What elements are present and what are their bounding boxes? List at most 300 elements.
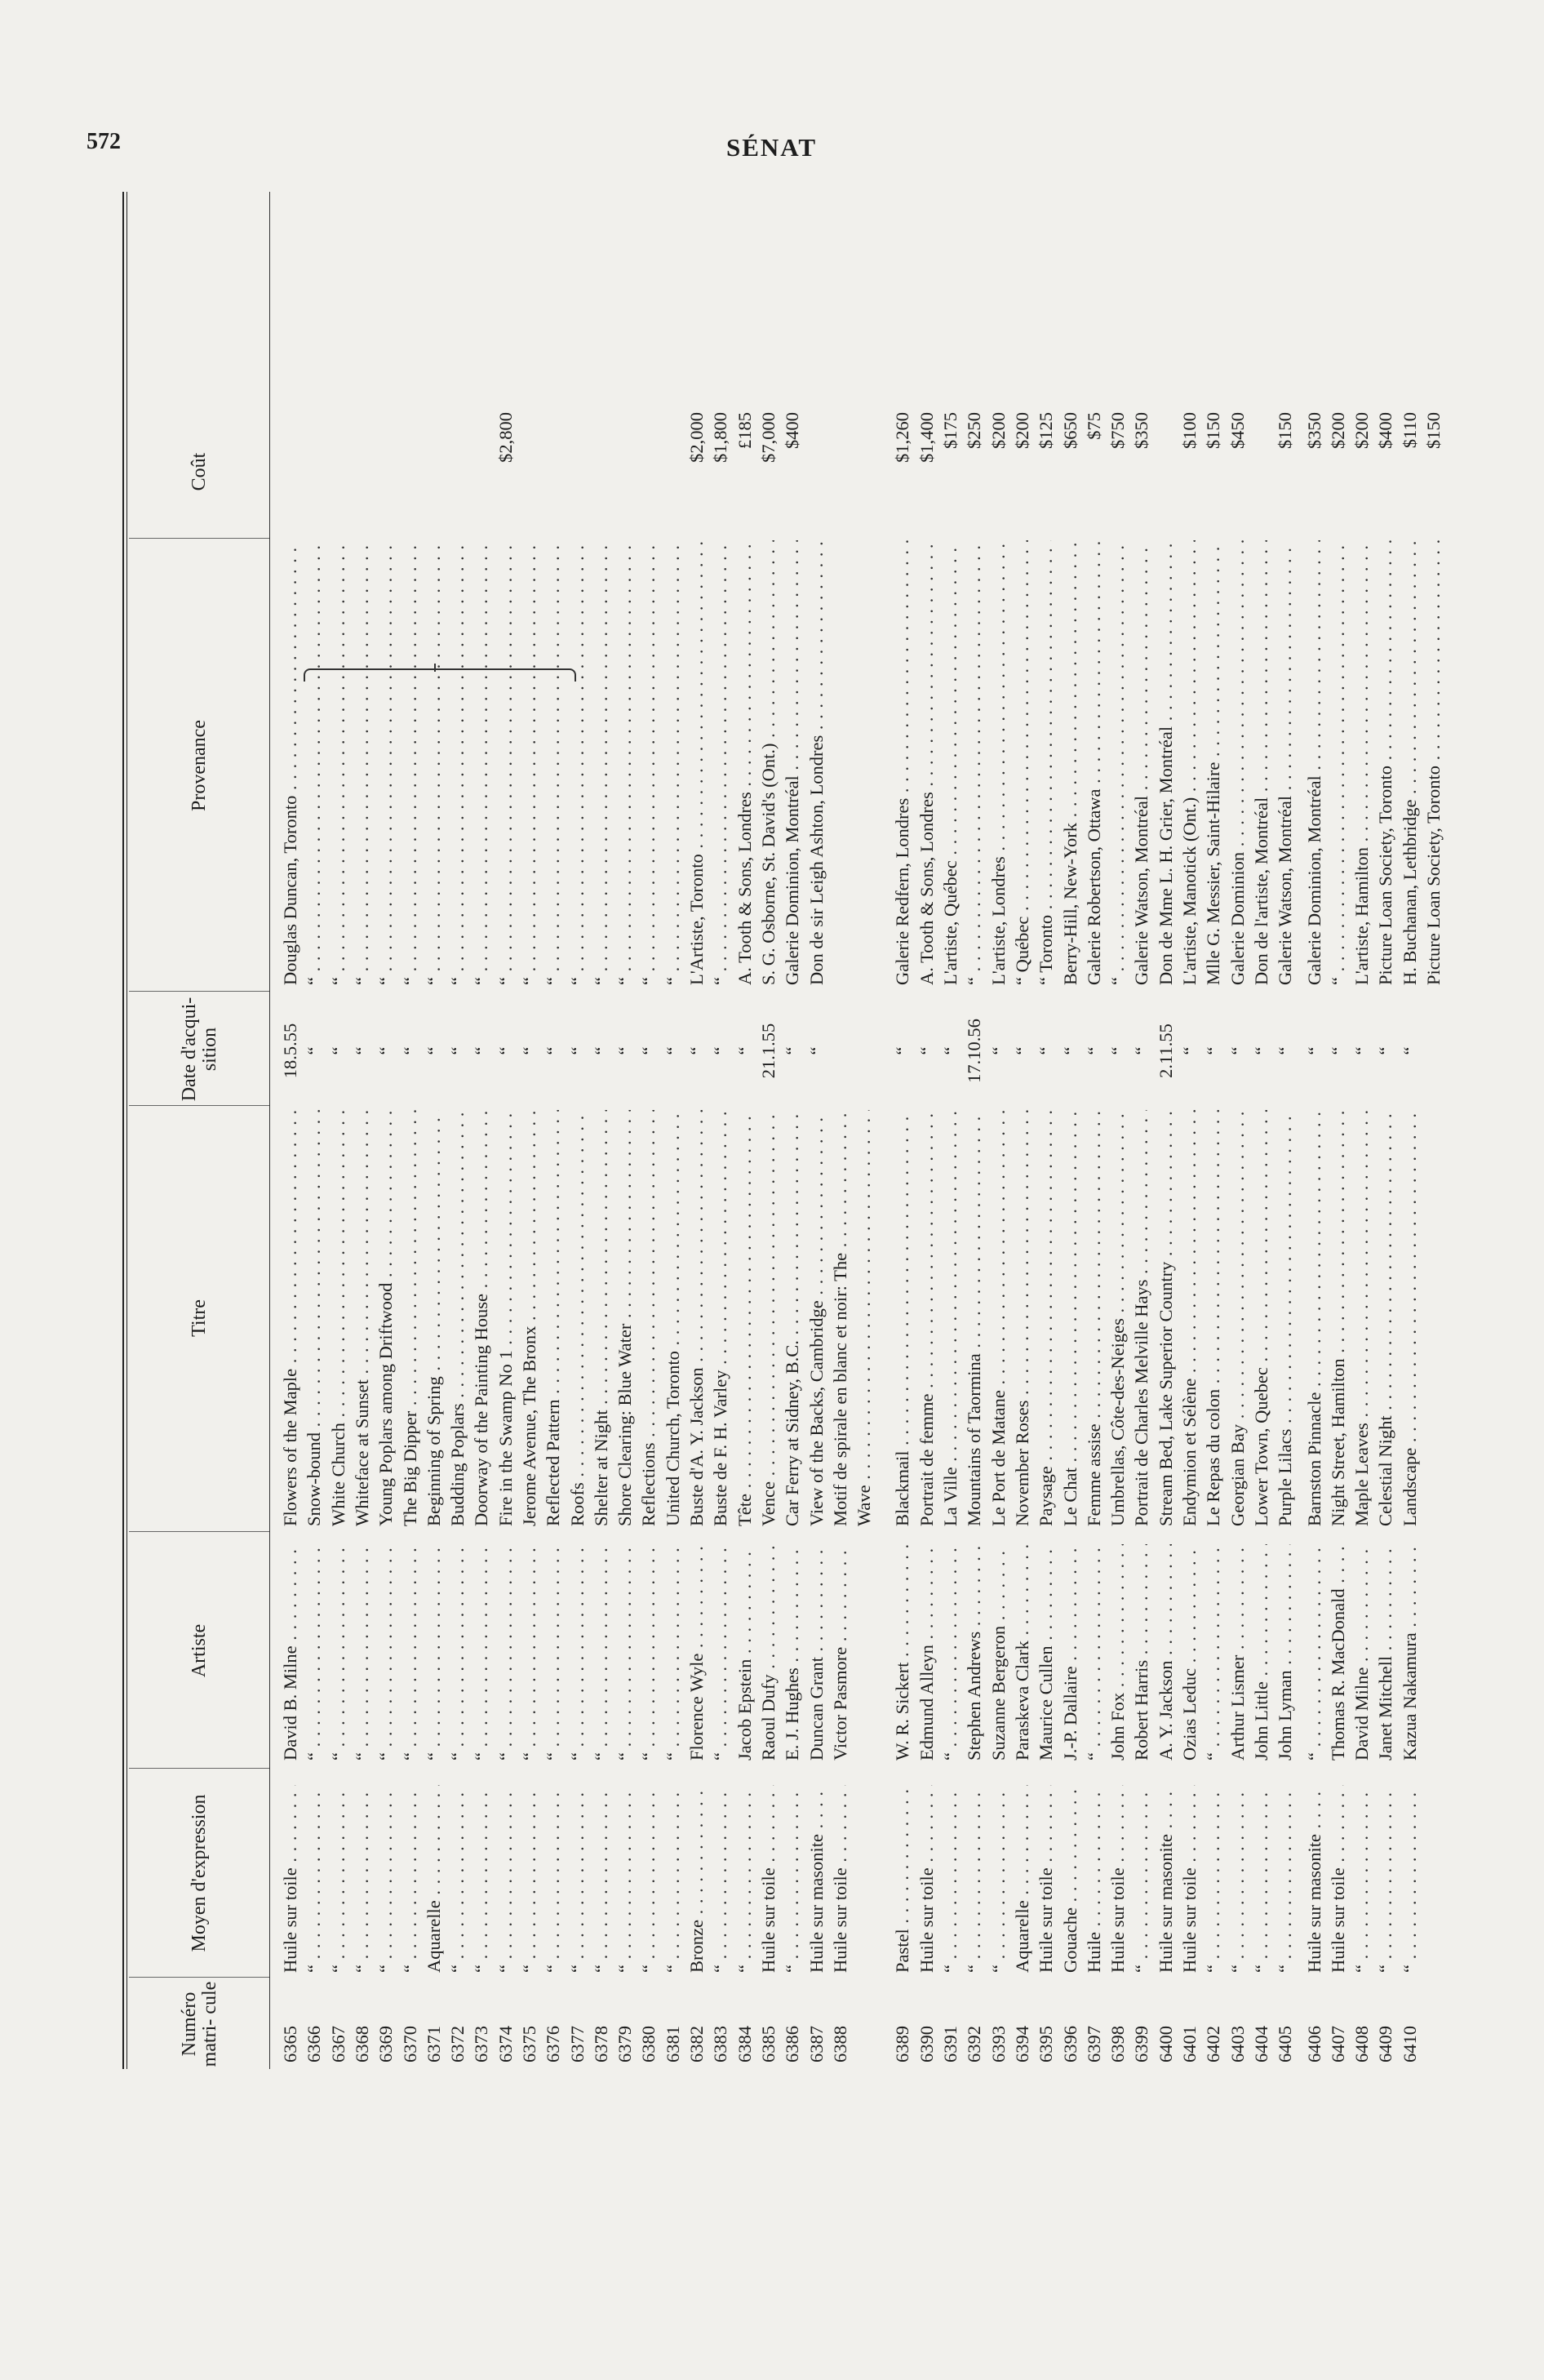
- cell-moyen: Huile sur toile . . .: [757, 1785, 780, 1973]
- cell-date: “: [519, 1046, 539, 1055]
- page-title: SÉNAT: [726, 133, 818, 162]
- cell-artiste: Jacob Epstein . . .: [734, 1544, 756, 1761]
- cell-prov: “ . . .: [327, 540, 350, 985]
- cell-prov: L'artiste, Québec . . .: [939, 540, 962, 985]
- cell-date: “: [638, 1046, 659, 1055]
- cell-num: 6396: [1060, 2026, 1080, 2063]
- table-row: [327, 192, 350, 2069]
- table-row: [1178, 192, 1201, 2069]
- cell-date: “: [447, 1046, 468, 1055]
- cell-moyen: Huile sur toile . . .: [1178, 1785, 1201, 1973]
- cell-cout: $150: [1423, 412, 1444, 449]
- cell-cout: $150: [1275, 412, 1295, 449]
- cell-titre: Le Port de Matane . . .: [987, 1110, 1010, 1526]
- cell-date: “: [1227, 1046, 1248, 1055]
- cell-artiste: Robert Harris . . .: [1130, 1544, 1153, 1761]
- cell-titre: Femme assise . . .: [1083, 1110, 1106, 1526]
- cell-moyen: “ . . .: [1351, 1785, 1373, 1973]
- cell-artiste: “ . . .: [446, 1544, 469, 1761]
- cell-moyen: Huile . . .: [1083, 1785, 1106, 1973]
- table-row: [1059, 192, 1082, 2069]
- cell-artiste: Ozias Leduc . . .: [1178, 1544, 1201, 1761]
- cell-date: “: [424, 1046, 444, 1055]
- cell-num: 6384: [734, 2026, 755, 2063]
- cell-cout: $200: [988, 412, 1009, 449]
- cell-cout: $250: [964, 412, 984, 449]
- cell-cout: $2,800: [495, 412, 516, 463]
- cell-date: “: [1036, 1046, 1056, 1055]
- cell-prov: “ . . .: [518, 540, 541, 985]
- cell-num: 6386: [782, 2026, 802, 2063]
- cell-num: 6372: [447, 2026, 468, 2063]
- cell-prov: L'artiste, Manotick (Ont.) . . .: [1178, 540, 1201, 985]
- cell-date: “: [1084, 1046, 1104, 1055]
- col-header-numero: Numéro matri- cule: [178, 1981, 220, 2067]
- cell-titre: Night Street, Hamilton . . .: [1327, 1110, 1350, 1526]
- table-row: [614, 192, 637, 2069]
- cell-date: “: [1060, 1046, 1080, 1055]
- cell-titre: Motif de spirale en blanc et noir: The . . .: [829, 1110, 852, 1526]
- cell-cout: £185: [734, 412, 755, 449]
- cell-artiste: “ . . .: [470, 1544, 493, 1761]
- cell-prov: Galerie Watson, Montréal . . .: [1130, 540, 1153, 985]
- cell-prov: S. G. Osborne, St. David's (Ont.) . . .: [757, 540, 780, 985]
- cell-num: 6383: [710, 2026, 730, 2063]
- cell-prov: Berry-Hill, New-York . . .: [1059, 540, 1082, 985]
- table-row: [1274, 192, 1297, 2069]
- table-row: [963, 192, 986, 2069]
- table-row: [709, 192, 732, 2069]
- cell-num: 6402: [1203, 2026, 1223, 2063]
- cell-moyen: “ . . .: [327, 1785, 350, 1973]
- cell-date: “: [1375, 1046, 1395, 1055]
- col-header-date: Date d'acqui- sition: [178, 997, 220, 1102]
- cell-date: “: [1400, 1046, 1420, 1055]
- cell-moyen: “ . . .: [375, 1785, 397, 1973]
- cell-titre: Car Ferry at Sidney, B.C. . . .: [781, 1110, 804, 1526]
- table-row: [1011, 192, 1034, 2069]
- cell-titre: Maple Leaves . . .: [1351, 1110, 1373, 1526]
- cell-date: “: [710, 1046, 730, 1055]
- cell-cout: $2,000: [686, 412, 707, 463]
- top-rule: [122, 192, 124, 2069]
- cell-cout: $350: [1131, 412, 1151, 449]
- cell-num: 6379: [614, 2026, 635, 2063]
- cell-moyen: Huile sur toile . . .: [1035, 1785, 1058, 1973]
- cell-date: “: [375, 1046, 396, 1055]
- cell-artiste: A. Y. Jackson . . .: [1155, 1544, 1178, 1761]
- cell-artiste: “ . . .: [566, 1544, 589, 1761]
- cell-num: 6403: [1227, 2026, 1248, 2063]
- cell-titre: Portrait de femme . . .: [916, 1110, 938, 1526]
- cell-num: 6389: [892, 2026, 912, 2063]
- cell-artiste: Paraskeva Clark . . .: [1011, 1544, 1034, 1761]
- cell-num: 6369: [375, 2026, 396, 2063]
- table-row: [351, 192, 374, 2069]
- cell-prov: “ . . .: [637, 540, 660, 985]
- cell-cout: [303, 412, 326, 535]
- cell-cout: $150: [1203, 412, 1223, 449]
- cell-cout: $1,260: [892, 412, 912, 463]
- cell-prov: “ . . .: [542, 540, 565, 985]
- cell-date: 18.5.55: [280, 1023, 300, 1079]
- cell-cout: $75: [1084, 412, 1104, 440]
- page-number: 572: [87, 129, 121, 154]
- table-row: [1130, 192, 1153, 2069]
- cell-artiste: J.-P. Dallaire . . .: [1059, 1544, 1082, 1761]
- table-row: [1399, 192, 1422, 2069]
- cell-prov: Mlle G. Messier, Saint-Hilaire . . .: [1202, 540, 1225, 985]
- cell-num: 6397: [1084, 2026, 1104, 2063]
- cell-cout: $650: [1060, 412, 1080, 449]
- table-row: [423, 192, 446, 2069]
- cell-artiste: David B. Milne . . .: [279, 1544, 302, 1761]
- cell-cout: [853, 412, 876, 535]
- cell-num: 6405: [1275, 2026, 1295, 2063]
- cell-num: [1422, 1981, 1445, 2063]
- table-row: [916, 192, 938, 2069]
- cell-titre: Fire in the Swamp No 1 . . .: [495, 1110, 517, 1526]
- cell-moyen: Huile sur masonite . . .: [805, 1785, 828, 1973]
- cell-titre: La Ville . . .: [939, 1110, 962, 1526]
- cell-prov: Galerie Watson, Montréal . . .: [1274, 540, 1297, 985]
- cell-prov: L'Artiste, Toronto . . .: [685, 540, 708, 985]
- cell-prov: “ . . .: [963, 540, 986, 985]
- cell-date: “: [1328, 1046, 1348, 1055]
- cell-prov: “ . . .: [614, 540, 637, 985]
- cell-num: 6375: [519, 2026, 539, 2063]
- cell-artiste: [1422, 1544, 1445, 1761]
- cell-num: 6388: [830, 2026, 850, 2063]
- cell-titre: Georgian Bay . . .: [1227, 1110, 1249, 1526]
- cell-moyen: “ . . .: [1374, 1785, 1397, 1973]
- cell-cout: [351, 412, 374, 535]
- table-row: [446, 192, 469, 2069]
- cell-moyen: [1422, 1785, 1445, 1973]
- rotated-table: [122, 192, 1444, 2069]
- col-divider: [129, 1105, 269, 1106]
- cell-date: “: [892, 1046, 912, 1055]
- cell-date: “: [1351, 1046, 1372, 1055]
- col-header-moyen: Moyen d'expression: [189, 1794, 211, 1952]
- cell-prov: A. Tooth & Sons, Londres . . .: [734, 540, 756, 985]
- cell-num: 6387: [806, 2026, 827, 2063]
- cell-date: 2.11.55: [1156, 1023, 1176, 1078]
- cell-prov: “ . . .: [590, 540, 613, 985]
- cell-prov: Picture Loan Society, Toronto . . .: [1422, 540, 1445, 985]
- cell-num: 6404: [1251, 2026, 1271, 2063]
- table-row: [805, 192, 828, 2069]
- cell-moyen: Huile sur masonite . . .: [1303, 1785, 1326, 1973]
- cell-moyen: Huile sur toile . . .: [829, 1785, 852, 1973]
- cell-date: [853, 1000, 876, 1102]
- cell-cout: $450: [1227, 412, 1248, 449]
- cell-moyen: “ . . .: [781, 1785, 804, 1973]
- cell-artiste: “ . . .: [399, 1544, 422, 1761]
- cell-moyen: Huile sur masonite . . .: [1155, 1785, 1178, 1973]
- cell-cout: [1155, 412, 1178, 535]
- cell-prov: “ . . .: [709, 540, 732, 985]
- cell-moyen: “ . . .: [1274, 1785, 1297, 1973]
- cell-cout: [829, 412, 852, 535]
- cell-artiste: “ . . .: [590, 1544, 613, 1761]
- cell-num: 6410: [1400, 2026, 1420, 2063]
- cell-num: 6382: [686, 2026, 707, 2063]
- cell-titre: Roofs . . .: [566, 1110, 589, 1526]
- cell-date: “: [988, 1046, 1009, 1055]
- cell-cout: $125: [1036, 412, 1056, 449]
- cell-titre: View of the Backs, Cambridge . . .: [805, 1110, 828, 1526]
- cell-prov: “ . . .: [303, 540, 326, 985]
- cell-moyen: “ . . .: [470, 1785, 493, 1973]
- cell-moyen: “ . . .: [399, 1785, 422, 1973]
- cell-date: “: [806, 1046, 827, 1055]
- cell-date: “: [471, 1046, 491, 1055]
- col-header-cout: Coût: [189, 452, 211, 491]
- cell-titre: Young Poplars among Driftwood . . .: [375, 1110, 397, 1526]
- cell-num: [853, 1981, 876, 2063]
- cell-artiste: Duncan Grant . . .: [805, 1544, 828, 1761]
- col-header-provenance: Provenance: [189, 720, 211, 811]
- cell-prov: L'artiste, Hamilton . . .: [1351, 540, 1373, 985]
- cell-moyen: “ . . .: [1250, 1785, 1273, 1973]
- cell-titre: Buste de F. H. Varley . . .: [709, 1110, 732, 1526]
- cell-artiste: Thomas R. MacDonald . . .: [1327, 1544, 1350, 1761]
- cell-date: “: [1179, 1046, 1200, 1055]
- table-row: [1227, 192, 1249, 2069]
- cell-num: 6380: [638, 2026, 659, 2063]
- col-divider: [129, 1531, 269, 1532]
- table-row: [303, 192, 326, 2069]
- cell-num: 6407: [1328, 2026, 1348, 2063]
- cell-prov: Don de sir Leigh Ashton, Londres . . .: [805, 540, 828, 985]
- cell-titre: Shore Clearing: Blue Water . . .: [614, 1110, 637, 1526]
- cell-date: [829, 1000, 852, 1102]
- cell-artiste: “ . . .: [1303, 1544, 1326, 1761]
- cell-cout: [566, 412, 589, 535]
- cell-date: “: [495, 1046, 516, 1055]
- cell-artiste: “ . . .: [495, 1544, 517, 1761]
- cell-prov: “ . . .: [1327, 540, 1350, 985]
- cell-num: 6371: [424, 2026, 444, 2063]
- cell-moyen: Huile sur toile . . .: [1107, 1785, 1129, 1973]
- cell-prov: “ . . .: [495, 540, 517, 985]
- cell-artiste: Arthur Lismer . . .: [1227, 1544, 1249, 1761]
- cell-artiste: David Milne . . .: [1351, 1544, 1373, 1761]
- cell-prov: Galerie Robertson, Ottawa . . .: [1083, 540, 1106, 985]
- cell-moyen: Aquarelle . . .: [1011, 1785, 1034, 1973]
- cell-cout: [470, 412, 493, 535]
- cell-num: 6370: [400, 2026, 420, 2063]
- cell-titre: Budding Poplars . . .: [446, 1110, 469, 1526]
- table-row: [1374, 192, 1397, 2069]
- table-row: [757, 192, 780, 2069]
- table-row: [375, 192, 397, 2069]
- col-divider: [129, 1768, 269, 1769]
- cell-moyen: “ . . .: [614, 1785, 637, 1973]
- cell-titre: Tête . . .: [734, 1110, 756, 1526]
- cell-num: 6377: [567, 2026, 588, 2063]
- table-row: [637, 192, 660, 2069]
- cell-titre: Le Chat . . .: [1059, 1110, 1082, 1526]
- cell-prov: “ . . .: [423, 540, 446, 985]
- cell-prov: L'artiste, Londres . . .: [987, 540, 1010, 985]
- cell-artiste: Edmund Alleyn . . .: [916, 1544, 938, 1761]
- table-row: [829, 192, 852, 2069]
- cell-cout: [1250, 412, 1273, 535]
- cell-moyen: “ . . .: [303, 1785, 326, 1973]
- cell-date: “: [782, 1046, 802, 1055]
- cell-artiste: “ . . .: [939, 1544, 962, 1761]
- cell-cout: $7,000: [758, 412, 779, 463]
- col-divider: [129, 538, 269, 539]
- cell-num: 6399: [1131, 2026, 1151, 2063]
- cell-artiste: Raoul Dufy . . .: [757, 1544, 780, 1761]
- cell-date: “: [1107, 1046, 1128, 1055]
- cell-date: “: [916, 1046, 937, 1055]
- cell-cout: $400: [1375, 412, 1395, 449]
- cell-num: 6385: [758, 2026, 779, 2063]
- cell-cout: $200: [1328, 412, 1348, 449]
- table-row: [939, 192, 962, 2069]
- table-row: [1422, 192, 1445, 2069]
- cell-prov: “ . . .: [399, 540, 422, 985]
- cell-prov: H. Buchanan, Lethbridge . . .: [1399, 540, 1422, 985]
- cell-titre: Landscape . . .: [1399, 1110, 1422, 1526]
- cell-moyen: Huile sur toile . . .: [279, 1785, 302, 1973]
- cell-num: 6373: [471, 2026, 491, 2063]
- cell-moyen: “ . . .: [709, 1785, 732, 1973]
- brace-tip: [434, 664, 436, 672]
- cell-cout: $1,800: [710, 412, 730, 463]
- cell-titre: Paysage . . .: [1035, 1110, 1058, 1526]
- cell-cout: [375, 412, 397, 535]
- cell-date: “: [328, 1046, 348, 1055]
- cell-titre: Endymion et Sélène . . .: [1178, 1110, 1201, 1526]
- cell-moyen: “ . . .: [662, 1785, 685, 1973]
- cell-artiste: “ . . .: [423, 1544, 446, 1761]
- cell-moyen: [853, 1785, 876, 1973]
- table-row: [1083, 192, 1106, 2069]
- cell-num: 6368: [352, 2026, 372, 2063]
- cell-date: “: [1275, 1046, 1295, 1055]
- cell-titre: Buste d'A. Y. Jackson . . .: [685, 1110, 708, 1526]
- cell-artiste: “ . . .: [1083, 1544, 1106, 1761]
- cell-titre: November Roses . . .: [1011, 1110, 1034, 1526]
- cell-prov: [853, 540, 876, 985]
- header-rule: [269, 192, 270, 2069]
- cell-prov: Douglas Duncan, Toronto . . .: [279, 540, 302, 985]
- cell-moyen: “ . . .: [1130, 1785, 1153, 1973]
- table-row: [1351, 192, 1373, 2069]
- cell-moyen: “ . . .: [963, 1785, 986, 1973]
- cell-cout: $350: [1304, 412, 1324, 449]
- cell-artiste: Maurice Cullen . . .: [1035, 1544, 1058, 1761]
- cell-titre: Le Repas du colon . . .: [1202, 1110, 1225, 1526]
- table-row: [1107, 192, 1129, 2069]
- cell-date: “: [686, 1046, 707, 1055]
- cell-titre: Umbrellas, Côte-des-Neiges . . .: [1107, 1110, 1129, 1526]
- cell-date: “: [400, 1046, 420, 1055]
- cell-prov: [829, 540, 852, 985]
- cell-cout: $400: [782, 412, 802, 449]
- cell-moyen: “ . . .: [939, 1785, 962, 1973]
- cell-moyen: Gouache . . .: [1059, 1785, 1082, 1973]
- cell-moyen: “ . . .: [566, 1785, 589, 1973]
- cell-num: 6391: [940, 2026, 961, 2063]
- col-header-titre: Titre: [189, 1299, 211, 1337]
- cell-moyen: Pastel . . .: [891, 1785, 914, 1973]
- cell-prov: “ . . .: [446, 540, 469, 985]
- cell-cout: [327, 412, 350, 535]
- cell-artiste: John Fox . . .: [1107, 1544, 1129, 1761]
- cell-prov: A. Tooth & Sons, Londres . . .: [916, 540, 938, 985]
- cell-num: 6378: [591, 2026, 611, 2063]
- cell-artiste: Kazua Nakamura . . .: [1399, 1544, 1422, 1761]
- cell-titre: The Big Dipper . . .: [399, 1110, 422, 1526]
- cell-artiste: John Lyman . . .: [1274, 1544, 1297, 1761]
- cell-cout: [637, 412, 660, 535]
- cell-prov: “ . . .: [662, 540, 685, 985]
- table-row: [495, 192, 517, 2069]
- table-row: [590, 192, 613, 2069]
- table-row: [987, 192, 1010, 2069]
- cell-date: “: [543, 1046, 563, 1055]
- cell-titre: Stream Bed, Lake Superior Country . . .: [1155, 1110, 1178, 1526]
- cell-date: “: [734, 1046, 755, 1055]
- table-row: [1303, 192, 1326, 2069]
- cell-cout: [542, 412, 565, 535]
- cell-num: 6406: [1304, 2026, 1324, 2063]
- cell-moyen: “ . . .: [590, 1785, 613, 1973]
- cell-date: “: [567, 1046, 588, 1055]
- cell-cout: [662, 412, 685, 535]
- table-row: [1035, 192, 1058, 2069]
- cell-prov: Galerie Redfern, Londres . . .: [891, 540, 914, 985]
- cell-titre: Flowers of the Maple . . .: [279, 1110, 302, 1526]
- cell-date: “: [304, 1046, 324, 1055]
- cell-cout: [518, 412, 541, 535]
- cell-titre: Jerome Avenue, The Bronx . . .: [518, 1110, 541, 1526]
- top-rule-inner: [126, 192, 127, 2069]
- table-row: [1250, 192, 1273, 2069]
- cell-prov: “ . . .: [1107, 540, 1129, 985]
- col-divider: [129, 991, 269, 992]
- cell-prov: “ . . .: [470, 540, 493, 985]
- cell-titre: Vence . . .: [757, 1110, 780, 1526]
- cell-num: 6374: [495, 2026, 516, 2063]
- cell-cout: $175: [940, 412, 961, 449]
- cell-prov: “ Toronto . . .: [1035, 540, 1058, 985]
- cell-prov: “ . . .: [375, 540, 397, 985]
- cell-date: “: [940, 1046, 961, 1055]
- cell-artiste: W. R. Sickert . . .: [891, 1544, 914, 1761]
- table-row: [734, 192, 756, 2069]
- cell-date: [1422, 1000, 1445, 1102]
- cell-cout: [399, 412, 422, 535]
- table-row: [279, 192, 302, 2069]
- cell-moyen: Huile sur toile . . .: [1327, 1785, 1350, 1973]
- cell-artiste: “ . . .: [303, 1544, 326, 1761]
- cell-num: 6400: [1156, 2026, 1176, 2063]
- cell-titre: White Church . . .: [327, 1110, 350, 1526]
- cell-titre: Shelter at Night . . .: [590, 1110, 613, 1526]
- cell-moyen: “ . . .: [495, 1785, 517, 1973]
- cell-artiste: Victor Pasmore . . .: [829, 1544, 852, 1761]
- cell-artiste: “ . . .: [1202, 1544, 1225, 1761]
- cell-date: “: [591, 1046, 611, 1055]
- cell-titre: Whiteface at Sunset . . .: [351, 1110, 374, 1526]
